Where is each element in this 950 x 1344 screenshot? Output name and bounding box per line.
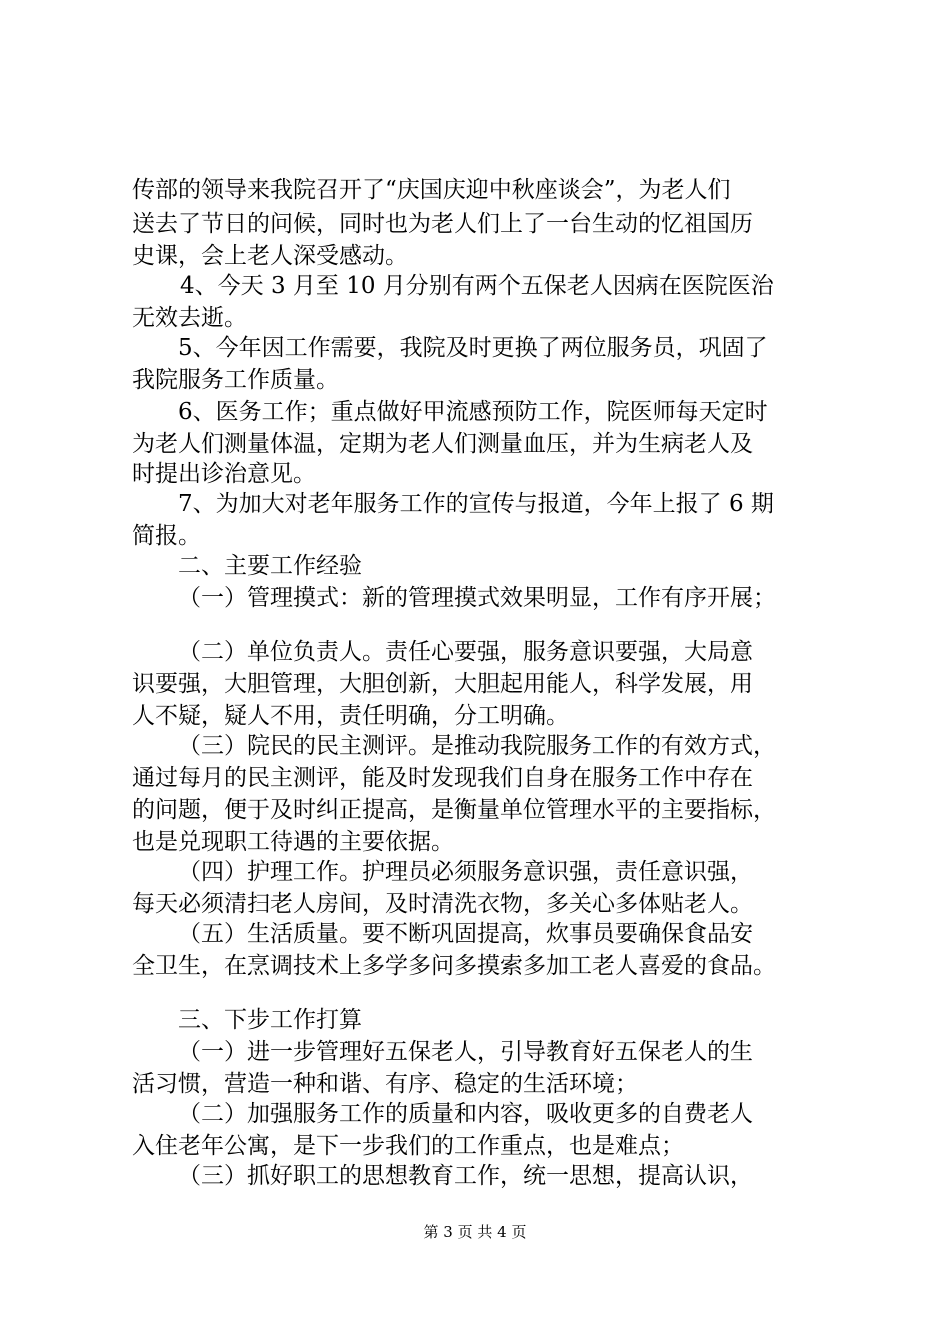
text-line: 识要强，大胆管理，大胆创新，大胆起用能人，科学发展，用 [132,671,753,697]
page-number-footer: 第 3 页 共 4 页 [423,1223,527,1241]
text-line: 人不疑，疑人不用，责任明确，分工明确。 [132,703,569,729]
text-line: 简报。 [132,523,201,549]
text-line: 入住老年公寓，是下一步我们的工作重点，也是难点； [132,1133,684,1159]
text-line: 我院服务工作质量。 [132,367,339,393]
text-line: 为老人们测量体温，定期为老人们测量血压，并为生病老人及 [132,431,753,457]
text-line: 送去了节日的问候，同时也为老人们上了一台生动的忆祖国历 [132,211,753,237]
text-line: 也是兑现职工待遇的主要依据。 [132,829,454,855]
text-line: 每天必须清扫老人房间，及时清洗衣物，多关心多体贴老人。 [132,891,753,917]
text-line: 史课，会上老人深受感动。 [132,243,408,269]
section-heading: 三、下步工作打算 [178,1007,362,1033]
text-line: （四）护理工作。护理员必须服务意识强，责任意识强， [178,859,753,885]
text-line: （一）进一步管理好五保老人，引导教育好五保老人的生 [178,1039,753,1065]
text-line: 无效去逝。 [132,305,247,331]
text-line: 6、医务工作；重点做好甲流感预防工作，院医师每天定时 [178,399,768,425]
text-line: 5、今年因工作需要，我院及时更换了两位服务员，巩固了 [178,335,768,361]
text-line: （三）院民的民主测评。是推动我院服务工作的有效方式， [178,733,776,759]
text-line: 时提出诊治意见。 [132,461,316,487]
text-line: （一）管理摸式：新的管理摸式效果明显，工作有序开展； [178,585,776,611]
text-line: （五）生活质量。要不断巩固提高，炊事员要确保食品安 [178,921,753,947]
text-line: 传部的领导来我院召开了“庆国庆迎中秋座谈会”，为老人们 [132,177,731,203]
section-heading: 二、主要工作经验 [178,553,362,579]
text-line: 7、为加大对老年服务工作的宣传与报道，今年上报了 6 期 [178,491,774,517]
text-line: （二）单位负责人。责任心要强，服务意识要强，大局意 [178,639,753,665]
text-line: （二）加强服务工作的质量和内容，吸收更多的自费老人 [178,1101,753,1127]
text-line: （三）抓好职工的思想教育工作，统一思想，提高认识， [178,1163,753,1189]
text-line: 4、今天 3 月至 10 月分别有两个五保老人因病在医院医治 [180,273,774,299]
text-line: 的问题，便于及时纠正提高，是衡量单位管理水平的主要指标， [132,797,776,823]
text-line: 通过每月的民主测评，能及时发现我们自身在服务工作中存在 [132,765,753,791]
text-line: 活习惯，营造一种和谐、有序、稳定的生活环境； [132,1071,638,1097]
text-line: 全卫生，在烹调技术上多学多问多摸索多加工老人喜爱的食品。 [132,953,776,979]
